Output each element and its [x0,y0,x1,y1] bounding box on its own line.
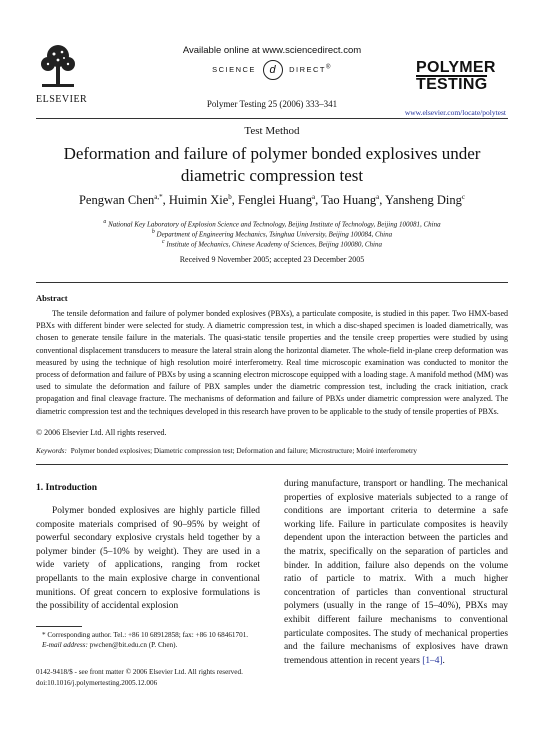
author-name[interactable]: Huimin Xie [168,193,229,208]
section-heading-introduction: 1. Introduction [36,483,98,493]
affiliation: $^b$ Department of Engineering Mechanics, Tsinghua University, Beijing 100084, China [151,229,393,239]
intro-paragraph-left: Polymer bonded explosives are highly particle filled composite materials comprised of 90–95% by weight of powerful secondary explosive crystals held together by a polymer binder (5–10% by weight). They are used in a wide variety of applications, ranging from rocket propellants to the main explosive charge in conventional munitions. Of great concern to explosive formulations is the possibility of accidental explosion [36,506,260,612]
doi-link[interactable]: doi:10.1016/j.polymertesting.2005.12.006 [36,679,158,687]
citation-link[interactable]: [1–4] [422,655,443,666]
author-list: Pengwan Chen$^{a,*}$, Huimin Xie$^b$, Fenglei Huang$^a$, Tao Huang$^a$, Yansheng Ding$^c$ [78,193,466,208]
affiliation: $^c$ Institute of Mechanics, Chinese Academy of Sciences, Beijing 100080, China [161,239,382,249]
available-online-link[interactable]: Available online at www.sciencedirect.com [182,45,362,56]
abstract-text: The tensile deformation and failure of polymer bonded explosives (PBXs), a particulate composite, is studied in this paper. Two HMX-based PBXs with different binder were selected for study. A diametric compression test, in which a disc-shaped specimen is loaded diametrically, was chosen to generate tensile failure in the materials. The quasi-static tensile properties and the tensile creep properties were studied by using conventional displacement transducers to measure the lateral strain along the horizontal diameter. The whole-field in-plane creep deformation was measured by using the technique of high resolution moiré interferometry. Real time microscopic examination was conducted to monitor the process of deformation and failure of PBXs by using a scanning electron microscope equipped with a loading stage. A manifold method (MM) was used to simulate the deformation and failure of PBX samples under the diametric compression test, including the crack initiation, crack propagation and final cleavage fracture. The mechanisms of deformation and failure of PBXs under diametric compression were analyzed. The diametric compression test and the techniques developed in this research have proven to be applicable to the study of tensile properties of PBXs. [36,309,508,416]
abstract-bottom-rule [36,464,508,465]
abstract-top-rule [36,282,508,283]
sciencedirect-logo: SCIENCE d DIRECT® [0,60,544,80]
author-email-link[interactable]: pwchen@bit.edu.cn (P. Chen). [89,641,178,649]
journal-logo: POLYMER TESTING [416,59,496,93]
author-name[interactable]: Tao Huang [321,193,377,208]
footnote-rule [36,626,82,627]
corresponding-author-footnote: * Corresponding author. Tel.: +86 10 68912858; fax: +86 10 68461701. E-mail address: pwchen@bit.edu.cn (P. Chen). [42,631,249,649]
affiliation: $^a$ National Key Laboratory of Explosion Science and Technology, Beijing Institute of Technology, Beijing 100081, China [103,219,441,229]
header-rule [36,118,508,119]
journal-url-link[interactable]: www.elsevier.com/locate/polytest [404,108,506,117]
article-section-label: Test Method [244,125,300,137]
copyright-notice: © 2006 Elsevier Ltd. All rights reserved. [36,428,167,437]
author-name[interactable]: Pengwan Chen [78,193,155,208]
author-name[interactable]: Fenglei Huang [238,193,312,208]
intro-paragraph-right: during manufacture, transport or handling. The mechanical properties of explosive materials subjected to a range of conditions are important criteria to determine a safe working life. Failure in particulate composites is heavily dependent upon the interaction between the particles and the matrix, specifically on the separation of particles and binder. In addition, failure also depends on the volume ratio of particle to matrix. With a much higher concentration of particles than conventional structural polymers (usually in the range of 15–40%), PBXs may exhibit different failure mechanisms to conventional particulate composites. The study of mechanical properties and the failure mechanisms of explosives have drawn tremendous attention in recent years [1–4]. [284,479,508,666]
publisher-name: ELSEVIER [36,94,88,105]
issn-line: 0142-9418/$ - see front matter © 2006 Elsevier Ltd. All rights reserved. [36,668,243,676]
author-name[interactable]: Yansheng Ding [385,193,462,208]
journal-citation: Polymer Testing 25 (2006) 333–341 [206,99,338,109]
keywords: Keywords: Polymer bonded explosives; Diametric compression test; Deformation and failure; Microstructure; Moiré interferometry [36,447,417,455]
sciencedirect-d-icon: d [263,60,283,80]
abstract-heading: Abstract [36,293,68,303]
received-dates: Received 9 November 2005; accepted 23 December 2005 [179,255,365,264]
article-title: Deformation and failure of polymer bonded explosives under diametric compression test [63,144,481,185]
